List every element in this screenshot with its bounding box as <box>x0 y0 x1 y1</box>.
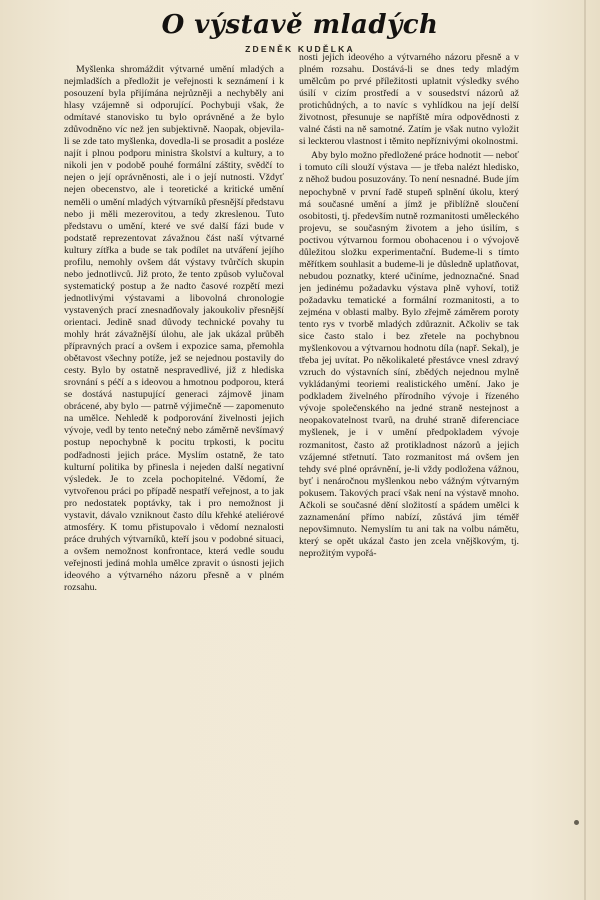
paragraph: Myšlenka shromáždit výtvarné umění mladých a nejmladších a předložit je veřejnosti k seznámení i k posouzení byla přijímána nejrůzněji a nechyběly ani hlasy vzájemně si odporující. Pochybuji však, že odmítavé stanovisko tu bylo oprávněné a že bylo zdůvodněno víc než jen subjektivně. Naopak, objevila-li se zde tato myšlenka, dovedla-li se prosadit a posléze najít i plnou podporu ministra školství a kultury, a to nikoli jen v podobě pouhé formální záštity, svědčí to nejen o její oprávněnosti, ale i o její nutnosti. Vždyť nejen obecenstvo, ale i teoretické a kritické umění neměli o umění mladých výtvarníků přesnější představu nebo ji měli mezerovitou, a tedy zkreslenou. Tuto představu o umění, které ve své další fázi bude v podstatě reprezentovat závažnou část naší výtvarné kultury zítřka a bude se tak podílet na utváření jejího profilu, nemohly ovšem dát výstavy tvůrčích skupin nebo jednotlivců. Již proto, že tento způsob vylučoval systematický postup a že nadto časové rozpětí mezi jednotlivými výstavami a libovolná chronologie vystavených prací znesnadňovaly jakoukoliv přesnější orientaci. Jedině snad důvody technické povahy tu mohly hrát závažnější úlohu, ale jak ukázal průběh přípravných prací a ovšem i expozice sama, přemohla obětavost všechny potíže, jež se nejednou postavily do cesty. Bylo by ostatně nespravedlivé, již z hlediska srovnání s péčí a s ideovou a hmotnou podporou, která se dostává nastupující generaci zájmově jinam obrácené, aby bylo — patrně výjimečně — zapomenuto na umělce. Nehledě k podporování živelnosti jejich vývoje, vedl by tento netečný nebo záměrně nevšímavý postup nepochybně k pocitu trpkosti, k pocitu podřadnosti jejich práce. Myslím ostatně, že tato kulturní politika by přinesla i nejeden další negativní výsledek. Je to zcela pochopitelné. Vědomí, že vytvořenou práci po případě nespatří veřejnost, a to jak pro nedostatek poptávky, tak i pro nemožnost ji vystavit, dávalo vzniknout často dílu křehké ateliérové atmosféry. K tomu přistupovalo i vědomí neznalosti práce druhých výtvarníků, kteří jsou v podobné situaci, a ovšem nemožnost konfrontace, která vedle soudu veřejnosti jediná mohla umělce zpravit o úsnosti jejich ideového a výtvarného názoru přesně a v plném rozsahu. <box>64 64 284 594</box>
left-text-column <box>64 64 284 764</box>
ink-spot <box>574 820 579 825</box>
article-author: ZDENĚK KUDĚLKA <box>245 44 355 54</box>
page-fold <box>584 0 586 900</box>
paragraph: nosti jejich ideového a výtvarného názoru přesně a v plném rozsahu. Dostává-li se dnes tedy mladým umělcům po prvé příležitosti uplatnit výsledky svého úsilí v cizím prostředí a v sousedství názorů až protichůdných, a to navíc s vyhlídkou na její delší životnost, přesunuje se napříště míra odpovědnosti z valné části na ně samotné. Zatím je však nutno vyložit si leckterou vlastnost i těmito nepříznivými okolnostmi. <box>299 52 519 148</box>
article-title: O výstavě mladých <box>161 10 439 40</box>
right-text-column <box>299 52 519 702</box>
paragraph: Aby bylo možno předložené práce hodnotit — neboť i tomuto cíli slouží výstava — je třeba nalézt hledisko, z něhož budou posuzovány. To není nesnadné. Bude jím nepochybně v první řadě stupeň splnění úkolu, který má současné umění a jímž je přiblížně sloučení osobitosti, tj. především nutně rozmanitosti uměleckého projevu, se současným životem a jeho úsilím, s poctivou výtvarnou formou obohacenou i o vývojově důležitou složku experimentační. Budeme-li s tímto měřítkem souhlasit a budeme-li je důsledně uplatňovat, nebudou poznatky, které učiníme, jednoznačné. Snad jen jedinému požadavku výstava plně vyhoví, totiž požadavku tematické a formální rozmanitosti, a to zejména v oblasti malby. Bylo zřejmě záměrem poroty tento rys v tvorbě mladých zdůraznit. Ačkoliv se tak sice často stalo i bez zřetele na pochybnou myšlenkovou a výtvarnou hodnotu díla (např. Sekal), je třeba jej uvítat. Po několikaleté přestávce vnesl zdravý vzruch do výstavních síní, zbědých nejednou mylně vykládanými teoriemi realistického umění. Jako je podkladem živelného přírodního vývoje i řízeného vývoje společenského na jedné straně nestejnost a neopakovatelnost tvarů, na druhé straně diferenciace myšlenek, je i v umění předpokladem vývoje rozmanitost, často až protikladnost názorů a jejich vzájemné střetnutí. Tato rozmanitost má ovšem jen tehdy své plné oprávnění, je-li vždy podložena vážnou, byť i nenáročnou myšlenkou nebo vážným výtvarným pokusem. Takových prací však není na výstavě mnoho. Ačkoli se současné dění složitostí a spádem umělci k zaznamenání přímo nabízí, zůstává jim téměř nepovšimnuto. Nemyslím tu ani tak na volbu námětu, který se opět ukázal často jen zcela vnějškovým, tj. neprožitým vypořá- <box>299 150 519 559</box>
